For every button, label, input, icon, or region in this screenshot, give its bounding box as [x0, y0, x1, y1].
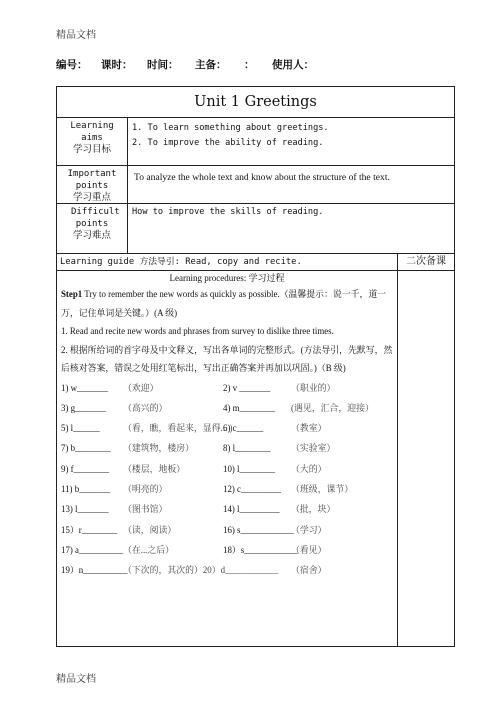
vocab-meaning: （宿舍） [291, 565, 327, 576]
unit-title: Unit 1 Greetings [194, 94, 317, 110]
vocab-blank: 4) m________ [223, 402, 276, 413]
vocab-meaning: （批，块） [291, 504, 336, 515]
vocab-blank: 8) l________ [223, 443, 271, 454]
difficult-content: How to improve the skills of reading. [132, 207, 324, 217]
vocab-meaning: （职业的） [291, 382, 336, 393]
number-label: 编号： [56, 59, 88, 71]
vocab-blank: 2) v _______ [223, 382, 271, 393]
meta-separator: ： [244, 59, 255, 71]
second-prep-header: 二次备课 [406, 256, 446, 267]
procedures-body [57, 271, 397, 646]
vocab-meaning: (遇见，汇合，迎接） [291, 402, 374, 413]
vocab-row [61, 499, 393, 519]
vocab-blank: 19）n__________ [61, 565, 128, 576]
difficult-label [57, 204, 127, 253]
step1-label: Step1 [61, 289, 83, 299]
guide-rest: : Read, copy and recite. [174, 257, 302, 267]
important-label-cn: 学习重点 [72, 192, 111, 203]
vocab-blank: 14) l_________ [223, 504, 280, 515]
vocab-blank: 13) l_______ [61, 504, 109, 515]
vocab-row [61, 560, 393, 580]
vocab-meaning: （高兴的） [123, 402, 168, 413]
vocab-blank: 18）s____________ [223, 544, 298, 555]
vocab-meaning: （欢迎） [123, 382, 159, 393]
vocab-row [61, 459, 393, 479]
vocab-blank: 3) g_______ [61, 402, 107, 413]
vocab-row [61, 398, 393, 418]
instruction-1: 1. Read and recite new words and phrases from survey to dislike three times. [61, 326, 334, 336]
aims-label-cn: 学习目标 [72, 144, 111, 155]
vocab-blank: 11) b_______ [61, 483, 111, 494]
procedures-title: Learning procedures: 学习过程 [169, 273, 285, 283]
vocab-blank: 1) w_______ [61, 382, 109, 393]
guide-prefix: Learning guide [60, 257, 135, 267]
aim-item: 1. To learn something about greetings. [132, 123, 329, 133]
host-label: 主备： [195, 59, 227, 71]
vocab-blank: 7) b________ [61, 443, 111, 454]
vocab-meaning: （教室） [291, 423, 327, 434]
vocab-blank: 17) a__________ [61, 544, 124, 555]
vocab-blank: 16) s____________ [223, 524, 294, 535]
guide-cn: 方法导引 [139, 257, 175, 267]
vocab-blank: 9) f________ [61, 463, 110, 474]
vocab-meaning: （大的） [291, 463, 327, 474]
vocab-row [61, 418, 393, 438]
vocab-meaning: （明亮的） [123, 483, 168, 494]
step1-instructions: Try to remember the new words as quickly as possible.（温馨提示：说一千，道一万，记住单词是关键。）(A 级) [61, 289, 387, 318]
important-content: To analyze the whole text and know about the structure of the text. [134, 172, 390, 183]
vocab-meaning: （班级，课节） [291, 483, 354, 494]
vocab-row [61, 520, 393, 540]
vocab-row [61, 540, 393, 560]
time-label: 时间： [147, 59, 179, 71]
vocab-blank: 12) c_________ [223, 483, 281, 494]
vocab-meaning: （在...之后） [123, 544, 175, 555]
vocab-meaning: （下次的，其次的）20）d____________ [123, 565, 279, 576]
difficult-label-en: Difficult points [71, 207, 120, 229]
page-header: 精品文档 [56, 30, 96, 41]
step1-text [61, 285, 393, 322]
difficult-label-cn: 学习难点 [72, 230, 111, 241]
aims-label-en: Learning aims [70, 121, 114, 143]
vocab-meaning: （图书馆） [123, 504, 168, 515]
vocab-row [61, 378, 393, 398]
lesson-plan-table [56, 86, 455, 647]
vocab-list [61, 378, 393, 581]
aims-content [128, 118, 454, 165]
vocab-meaning: （楼层，地板） [123, 463, 186, 474]
vocab-meaning: （读，阅读） [123, 524, 177, 535]
vocab-meaning: （看，瞧，看起来，显得... ) [123, 423, 233, 434]
vocab-blank: 15）r________ [61, 524, 118, 535]
vocab-blank: 6) c______ [223, 423, 264, 434]
period-label: 课时： [101, 59, 133, 71]
instruction-2: 2. 根据所给词的首字母及中文释义，写出各单词的完整形式。(方法导引，先默写，然后核对答案，错误之处用红笔标出，写出正确答案并再加以巩固。)（B 级) [61, 344, 393, 373]
vocab-blank: 5) l______ [61, 423, 100, 434]
vocab-row [61, 479, 393, 499]
vocab-blank: 10) l________ [223, 463, 276, 474]
vocab-row [61, 438, 393, 458]
important-label [57, 166, 127, 203]
learning-guide [57, 254, 397, 270]
vocab-meaning: （建筑物，楼房） [123, 443, 194, 454]
vocab-meaning: （看见） [291, 544, 327, 555]
vocab-meaning: （学习） [291, 524, 327, 535]
aims-label [57, 118, 127, 165]
page-footer: 精品文档 [56, 674, 96, 685]
vocab-meaning: （实验室） [291, 443, 336, 454]
aim-item: 2. To improve the ability of reading. [132, 138, 324, 148]
user-label: 使用人： [272, 59, 314, 71]
important-label-en: Important points [67, 169, 117, 191]
